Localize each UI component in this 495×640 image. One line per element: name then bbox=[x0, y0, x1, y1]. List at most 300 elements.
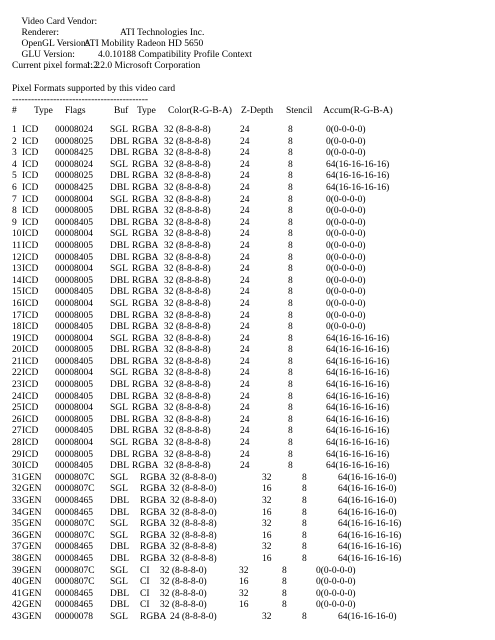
format-number: 26 bbox=[12, 414, 22, 425]
format-flags: 00008465 bbox=[55, 542, 93, 553]
format-flags: 00008465 bbox=[55, 600, 93, 611]
pixel-type: RGBA bbox=[132, 449, 159, 460]
z-depth: 24 bbox=[240, 159, 250, 170]
pixel-type: RGBA bbox=[132, 136, 159, 147]
format-type: GEN bbox=[22, 472, 42, 483]
accum-bits: 0(0-0-0-0) bbox=[316, 577, 356, 588]
pixel-type: RGBA bbox=[132, 380, 159, 391]
stencil-bits: 8 bbox=[288, 275, 293, 286]
stencil-bits: 8 bbox=[288, 310, 293, 321]
stencil-bits: 8 bbox=[288, 345, 293, 356]
z-depth: 32 bbox=[262, 496, 272, 506]
color-bits: 32 (8-8-8-8) bbox=[164, 148, 211, 159]
format-number: 27 bbox=[12, 426, 22, 437]
format-number: 21 bbox=[12, 356, 22, 367]
format-buffer: DBL bbox=[110, 542, 129, 553]
pixel-type: RGBA bbox=[132, 356, 159, 367]
stencil-bits: 8 bbox=[288, 287, 293, 298]
format-number: 1 bbox=[12, 125, 17, 135]
format-type: ICD bbox=[22, 182, 39, 193]
format-buffer: DBL bbox=[110, 426, 129, 437]
opengl-version-label: OpenGL Version: bbox=[21, 39, 89, 49]
format-flags: 00008005 bbox=[55, 206, 93, 217]
format-number: 17 bbox=[12, 310, 22, 321]
color-bits: 32 (8-8-8-8) bbox=[164, 310, 211, 321]
stencil-bits: 8 bbox=[288, 136, 293, 147]
pixel-type: RGBA bbox=[132, 264, 159, 275]
color-bits: 32 (8-8-8-8) bbox=[164, 380, 211, 391]
format-flags: 00008405 bbox=[55, 461, 93, 472]
format-buffer: DBL bbox=[110, 380, 129, 391]
format-buffer: DBL bbox=[110, 507, 129, 518]
format-flags: 0000807C bbox=[55, 577, 95, 588]
format-type: GEN bbox=[22, 519, 42, 530]
z-depth: 24 bbox=[240, 264, 250, 275]
color-bits: 32 (8-8-8-8) bbox=[164, 275, 211, 286]
pixel-type: RGBA bbox=[140, 542, 167, 553]
format-buffer: SGL bbox=[110, 194, 128, 205]
accum-bits: 0(0-0-0-0) bbox=[326, 229, 366, 240]
glu-version-value: 1.2.2.0 Microsoft Corporation bbox=[86, 61, 201, 71]
stencil-bits: 8 bbox=[282, 565, 287, 576]
color-bits: 32 (8-8-8-8) bbox=[164, 368, 211, 379]
table-header bbox=[12, 106, 482, 118]
column-header: Flags bbox=[65, 106, 86, 116]
format-flags: 00008004 bbox=[55, 368, 93, 379]
format-number: 23 bbox=[12, 380, 22, 391]
z-depth: 32 bbox=[262, 472, 272, 483]
z-depth: 24 bbox=[240, 310, 250, 321]
format-buffer: DBL bbox=[110, 449, 129, 460]
color-bits: 32 (8-8-8-0) bbox=[170, 507, 217, 518]
accum-bits: 64(16-16-16-16) bbox=[326, 345, 390, 356]
accum-bits: 64(16-16-16-0) bbox=[338, 507, 397, 518]
format-flags: 00008465 bbox=[55, 553, 93, 564]
pixel-type: RGBA bbox=[132, 148, 159, 159]
format-buffer: SGL bbox=[110, 577, 128, 588]
stencil-bits: 8 bbox=[288, 391, 293, 402]
accum-bits: 0(0-0-0-0) bbox=[326, 322, 366, 333]
accum-bits: 0(0-0-0-0) bbox=[326, 194, 366, 205]
format-buffer: SGL bbox=[110, 333, 128, 344]
color-bits: 32 (8-8-8-8) bbox=[164, 125, 211, 135]
format-type: ICD bbox=[22, 426, 39, 437]
format-number: 32 bbox=[12, 484, 22, 495]
accum-bits: 64(16-16-16-0) bbox=[338, 472, 397, 483]
pixel-type: RGBA bbox=[132, 345, 159, 356]
format-flags: 00008025 bbox=[55, 171, 93, 182]
accum-bits: 64(16-16-16-16) bbox=[326, 333, 390, 344]
pixel-type: RGBA bbox=[132, 403, 159, 414]
z-depth: 24 bbox=[240, 461, 250, 472]
format-buffer: SGL bbox=[110, 264, 128, 275]
accum-bits: 64(16-16-16-16) bbox=[338, 553, 402, 564]
accum-bits: 64(16-16-16-16) bbox=[326, 414, 390, 425]
color-bits: 32 (8-8-8-8) bbox=[164, 333, 211, 344]
format-number: 43 bbox=[12, 611, 22, 622]
stencil-bits: 8 bbox=[288, 240, 293, 251]
format-number: 35 bbox=[12, 519, 22, 530]
stencil-bits: 8 bbox=[302, 496, 307, 506]
format-number: 41 bbox=[12, 588, 22, 599]
format-buffer: DBL bbox=[110, 356, 129, 367]
format-number: 18 bbox=[12, 322, 22, 333]
format-flags: 00000078 bbox=[55, 611, 93, 622]
z-depth: 24 bbox=[240, 217, 250, 228]
format-buffer: DBL bbox=[110, 182, 129, 193]
format-type: GEN bbox=[22, 542, 42, 553]
column-header: Accum(R-G-B-A) bbox=[323, 106, 393, 116]
column-header: Z-Depth bbox=[241, 106, 274, 116]
format-type: GEN bbox=[22, 611, 42, 622]
format-type: ICD bbox=[22, 461, 39, 472]
z-depth: 16 bbox=[262, 507, 272, 518]
format-number: 20 bbox=[12, 345, 22, 356]
format-flags: 0000807C bbox=[55, 565, 95, 576]
pixel-type: CI bbox=[140, 577, 150, 588]
column-header: # bbox=[12, 106, 17, 116]
format-buffer: DBL bbox=[110, 148, 129, 159]
pixel-type: RGBA bbox=[132, 287, 159, 298]
format-flags: 00008004 bbox=[55, 194, 93, 205]
format-number: 6 bbox=[12, 182, 17, 193]
z-depth: 24 bbox=[240, 438, 250, 449]
format-number: 33 bbox=[12, 496, 22, 506]
z-depth: 16 bbox=[262, 530, 272, 541]
pixel-type: RGBA bbox=[140, 496, 167, 506]
color-bits: 32 (8-8-8-8) bbox=[164, 252, 211, 263]
accum-bits: 64(16-16-16-16) bbox=[326, 182, 390, 193]
z-depth: 24 bbox=[240, 449, 250, 460]
color-bits: 32 (8-8-8-8) bbox=[164, 287, 211, 298]
format-buffer: DBL bbox=[110, 414, 129, 425]
column-header: Stencil bbox=[286, 106, 313, 116]
pixel-type: RGBA bbox=[132, 125, 159, 135]
pixel-type: RGBA bbox=[132, 322, 159, 333]
format-type: ICD bbox=[22, 136, 39, 147]
z-depth: 24 bbox=[240, 194, 250, 205]
format-buffer: SGL bbox=[110, 565, 128, 576]
pixel-type: RGBA bbox=[132, 240, 159, 251]
z-depth: 24 bbox=[240, 345, 250, 356]
stencil-bits: 8 bbox=[302, 542, 307, 553]
z-depth: 24 bbox=[240, 287, 250, 298]
z-depth: 24 bbox=[240, 426, 250, 437]
accum-bits: 0(0-0-0-0) bbox=[326, 136, 366, 147]
format-type: ICD bbox=[22, 275, 39, 286]
format-buffer: SGL bbox=[110, 438, 128, 449]
pixel-type: RGBA bbox=[132, 333, 159, 344]
format-type: ICD bbox=[22, 380, 39, 391]
accum-bits: 0(0-0-0-0) bbox=[326, 264, 366, 275]
color-bits: 32 (8-8-8-8) bbox=[164, 159, 211, 170]
format-number: 9 bbox=[12, 217, 17, 228]
color-bits: 32 (8-8-8-0) bbox=[170, 496, 217, 506]
format-type: ICD bbox=[22, 333, 39, 344]
format-type: ICD bbox=[22, 438, 39, 449]
format-flags: 00008005 bbox=[55, 345, 93, 356]
format-number: 19 bbox=[12, 333, 22, 344]
format-type: GEN bbox=[22, 484, 42, 495]
format-type: ICD bbox=[22, 125, 39, 135]
format-number: 3 bbox=[12, 148, 17, 159]
format-flags: 00008024 bbox=[55, 125, 93, 135]
pixel-type: RGBA bbox=[132, 368, 159, 379]
accum-bits: 64(16-16-16-16) bbox=[326, 438, 390, 449]
accum-bits: 0(0-0-0-0) bbox=[326, 252, 366, 263]
pixel-type: RGBA bbox=[132, 310, 159, 321]
accum-bits: 64(16-16-16-0) bbox=[338, 496, 397, 506]
column-header: Buf bbox=[114, 106, 129, 116]
color-bits: 32 (8-8-8-8) bbox=[170, 530, 217, 541]
format-type: GEN bbox=[22, 588, 42, 599]
format-flags: 00008405 bbox=[55, 391, 93, 402]
format-number: 31 bbox=[12, 472, 22, 483]
format-buffer: DBL bbox=[110, 171, 129, 182]
z-depth: 24 bbox=[240, 182, 250, 193]
color-bits: 32 (8-8-8-8) bbox=[164, 403, 211, 414]
format-number: 12 bbox=[12, 252, 22, 263]
stencil-bits: 8 bbox=[288, 356, 293, 367]
format-flags: 00008465 bbox=[55, 588, 93, 599]
z-depth: 24 bbox=[240, 206, 250, 217]
opengl-version-value: 4.0.10188 Compatibility Profile Context bbox=[98, 50, 252, 60]
pixel-type: RGBA bbox=[140, 519, 167, 530]
stencil-bits: 8 bbox=[288, 217, 293, 228]
format-type: ICD bbox=[22, 148, 39, 159]
z-depth: 24 bbox=[240, 403, 250, 414]
stencil-bits: 8 bbox=[302, 472, 307, 483]
z-depth: 24 bbox=[240, 275, 250, 286]
format-number: 10 bbox=[12, 229, 22, 240]
pixel-type: RGBA bbox=[132, 275, 159, 286]
pixel-type: RGBA bbox=[132, 159, 159, 170]
color-bits: 32 (8-8-8-8) bbox=[164, 182, 211, 193]
color-bits: 32 (8-8-8-8) bbox=[170, 519, 217, 530]
column-header: Color(R-G-B-A) bbox=[168, 106, 232, 116]
pixel-type: RGBA bbox=[132, 438, 159, 449]
accum-bits: 0(0-0-0-0) bbox=[326, 310, 366, 321]
accum-bits: 0(0-0-0-0) bbox=[326, 148, 366, 159]
format-type: GEN bbox=[22, 565, 42, 576]
z-depth: 24 bbox=[240, 391, 250, 402]
stencil-bits: 8 bbox=[288, 252, 293, 263]
format-buffer: DBL bbox=[110, 322, 129, 333]
format-type: ICD bbox=[22, 252, 39, 263]
format-buffer: DBL bbox=[110, 310, 129, 321]
format-flags: 00008405 bbox=[55, 356, 93, 367]
accum-bits: 64(16-16-16-16) bbox=[326, 449, 390, 460]
format-flags: 0000807C bbox=[55, 530, 95, 541]
format-type: ICD bbox=[22, 449, 39, 460]
format-type: ICD bbox=[22, 194, 39, 205]
accum-bits: 64(16-16-16-16) bbox=[326, 368, 390, 379]
z-depth: 32 bbox=[262, 542, 272, 553]
format-number: 22 bbox=[12, 368, 22, 379]
stencil-bits: 8 bbox=[302, 530, 307, 541]
format-number: 28 bbox=[12, 438, 22, 449]
format-flags: 00008465 bbox=[55, 496, 93, 506]
format-number: 42 bbox=[12, 600, 22, 611]
accum-bits: 0(0-0-0-0) bbox=[326, 240, 366, 251]
format-flags: 00008004 bbox=[55, 229, 93, 240]
z-depth: 32 bbox=[239, 565, 249, 576]
format-flags: 00008004 bbox=[55, 333, 93, 344]
column-header: Type bbox=[137, 106, 156, 116]
format-number: 34 bbox=[12, 507, 22, 518]
stencil-bits: 8 bbox=[288, 449, 293, 460]
color-bits: 32 (8-8-8-8) bbox=[164, 414, 211, 425]
color-bits: 32 (8-8-8-8) bbox=[164, 136, 211, 147]
renderer-value: ATI Mobility Radeon HD 5650 bbox=[84, 39, 204, 49]
format-buffer: SGL bbox=[110, 159, 128, 170]
format-buffer: DBL bbox=[110, 461, 129, 472]
accum-bits: 64(16-16-16-16) bbox=[326, 391, 390, 402]
stencil-bits: 8 bbox=[288, 159, 293, 170]
accum-bits: 64(16-16-16-16) bbox=[338, 542, 402, 553]
accum-bits: 0(0-0-0-0) bbox=[316, 588, 356, 599]
format-type: ICD bbox=[22, 345, 39, 356]
accum-bits: 64(16-16-16-0) bbox=[338, 484, 397, 495]
format-buffer: DBL bbox=[110, 600, 129, 611]
format-type: GEN bbox=[22, 530, 42, 541]
format-number: 4 bbox=[12, 159, 17, 170]
format-buffer: DBL bbox=[110, 553, 129, 564]
stencil-bits: 8 bbox=[288, 333, 293, 344]
color-bits: 24 (8-8-8-0) bbox=[170, 611, 217, 622]
format-buffer: DBL bbox=[110, 345, 129, 356]
format-flags: 00008005 bbox=[55, 380, 93, 391]
format-flags: 00008005 bbox=[55, 414, 93, 425]
glu-version-label: GLU Version: bbox=[21, 50, 75, 60]
accum-bits: 0(0-0-0-0) bbox=[326, 298, 366, 309]
format-buffer: SGL bbox=[110, 125, 128, 135]
format-type: GEN bbox=[22, 507, 42, 518]
format-flags: 00008405 bbox=[55, 252, 93, 263]
format-type: ICD bbox=[22, 159, 39, 170]
format-number: 13 bbox=[12, 264, 22, 275]
current-pixel-format: Current pixel format: 2 bbox=[12, 61, 100, 71]
color-bits: 32 (8-8-8-8) bbox=[164, 322, 211, 333]
format-buffer: SGL bbox=[110, 368, 128, 379]
z-depth: 24 bbox=[240, 322, 250, 333]
format-number: 14 bbox=[12, 275, 22, 286]
color-bits: 32 (8-8-8-8) bbox=[164, 240, 211, 251]
stencil-bits: 8 bbox=[288, 264, 293, 275]
pixel-type: RGBA bbox=[132, 206, 159, 217]
format-buffer: SGL bbox=[110, 472, 128, 483]
format-flags: 00008025 bbox=[55, 136, 93, 147]
format-buffer: DBL bbox=[110, 588, 129, 599]
z-depth: 24 bbox=[240, 252, 250, 263]
format-number: 2 bbox=[12, 136, 17, 147]
color-bits: 32 (8-8-8-8) bbox=[164, 449, 211, 460]
z-depth: 24 bbox=[240, 229, 250, 240]
accum-bits: 64(16-16-16-16) bbox=[326, 356, 390, 367]
z-depth: 32 bbox=[239, 588, 249, 599]
format-buffer: SGL bbox=[110, 530, 128, 541]
format-type: ICD bbox=[22, 171, 39, 182]
pixel-type: CI bbox=[140, 565, 150, 576]
z-depth: 32 bbox=[262, 611, 272, 622]
accum-bits: 0(0-0-0-0) bbox=[326, 287, 366, 298]
stencil-bits: 8 bbox=[288, 426, 293, 437]
format-number: 37 bbox=[12, 542, 22, 553]
format-flags: 00008465 bbox=[55, 507, 93, 518]
format-type: ICD bbox=[22, 356, 39, 367]
pixel-type: RGBA bbox=[140, 611, 167, 622]
format-buffer: SGL bbox=[110, 611, 128, 622]
format-number: 29 bbox=[12, 449, 22, 460]
color-bits: 32 (8-8-8-0) bbox=[170, 484, 217, 495]
z-depth: 32 bbox=[262, 519, 272, 530]
color-bits: 32 (8-8-8-8) bbox=[164, 206, 211, 217]
color-bits: 32 (8-8-8-8) bbox=[164, 298, 211, 309]
stencil-bits: 8 bbox=[288, 438, 293, 449]
z-depth: 24 bbox=[240, 333, 250, 344]
stencil-bits: 8 bbox=[288, 380, 293, 391]
stencil-bits: 8 bbox=[288, 368, 293, 379]
format-number: 30 bbox=[12, 461, 22, 472]
accum-bits: 0(0-0-0-0) bbox=[326, 275, 366, 286]
format-flags: 0000807C bbox=[55, 519, 95, 530]
z-depth: 24 bbox=[240, 380, 250, 391]
format-type: ICD bbox=[22, 414, 39, 425]
format-type: GEN bbox=[22, 600, 42, 611]
format-number: 39 bbox=[12, 565, 22, 576]
accum-bits: 0(0-0-0-0) bbox=[316, 600, 356, 611]
pixel-type: RGBA bbox=[132, 461, 159, 472]
format-type: GEN bbox=[22, 496, 42, 506]
z-depth: 24 bbox=[240, 125, 250, 135]
format-number: 7 bbox=[12, 194, 17, 205]
format-flags: 00008005 bbox=[55, 449, 93, 460]
color-bits: 32 (8-8-8-0) bbox=[160, 577, 207, 588]
accum-bits: 64(16-16-16-16) bbox=[338, 519, 402, 530]
stencil-bits: 8 bbox=[288, 194, 293, 205]
format-flags: 00008405 bbox=[55, 287, 93, 298]
z-depth: 24 bbox=[240, 171, 250, 182]
format-type: ICD bbox=[22, 391, 39, 402]
format-type: ICD bbox=[22, 368, 39, 379]
format-flags: 00008004 bbox=[55, 403, 93, 414]
format-flags: 00008005 bbox=[55, 275, 93, 286]
pixel-type: RGBA bbox=[132, 391, 159, 402]
format-flags: 00008405 bbox=[55, 426, 93, 437]
stencil-bits: 8 bbox=[282, 600, 287, 611]
color-bits: 32 (8-8-8-0) bbox=[160, 588, 207, 599]
z-depth: 24 bbox=[240, 298, 250, 309]
accum-bits: 64(16-16-16-16) bbox=[326, 380, 390, 391]
color-bits: 32 (8-8-8-8) bbox=[170, 542, 217, 553]
format-flags: 00008405 bbox=[55, 217, 93, 228]
format-buffer: SGL bbox=[110, 484, 128, 495]
stencil-bits: 8 bbox=[302, 519, 307, 530]
stencil-bits: 8 bbox=[302, 553, 307, 564]
format-flags: 00008405 bbox=[55, 322, 93, 333]
z-depth: 24 bbox=[240, 368, 250, 379]
color-bits: 32 (8-8-8-0) bbox=[170, 472, 217, 483]
stencil-bits: 8 bbox=[282, 577, 287, 588]
format-type: ICD bbox=[22, 322, 39, 333]
format-type: ICD bbox=[22, 403, 39, 414]
format-type: ICD bbox=[22, 310, 39, 321]
format-flags: 00008005 bbox=[55, 240, 93, 251]
pixel-type: RGBA bbox=[132, 171, 159, 182]
accum-bits: 64(16-16-16-16) bbox=[326, 426, 390, 437]
color-bits: 32 (8-8-8-8) bbox=[164, 264, 211, 275]
separator-line: ------------------------------------------- bbox=[12, 95, 149, 105]
